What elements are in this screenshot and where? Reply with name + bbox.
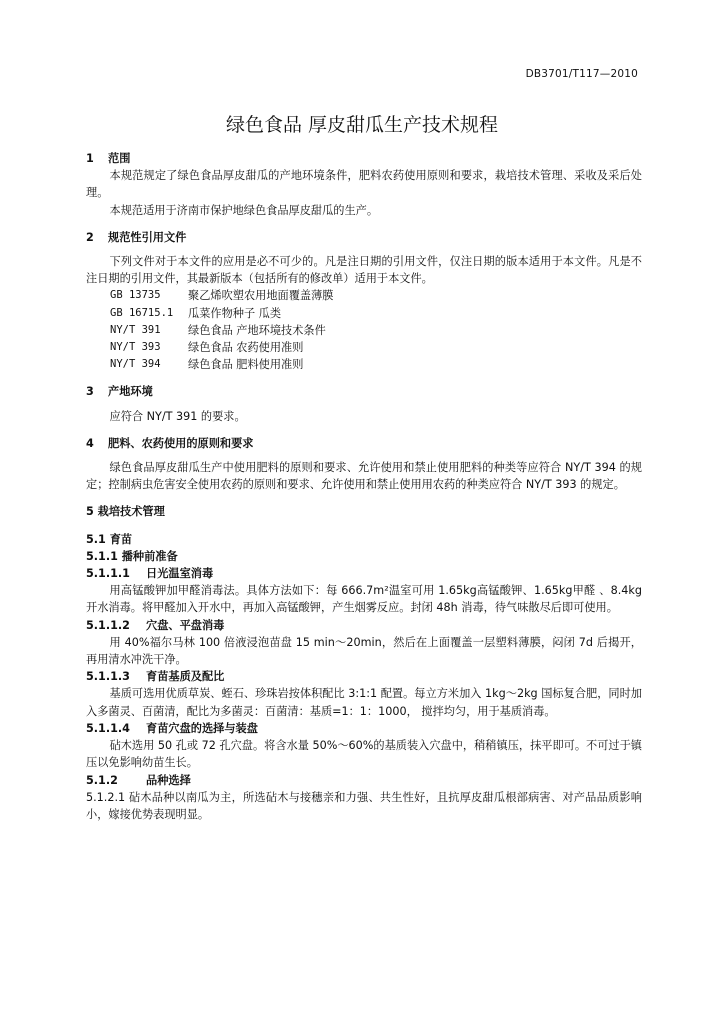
- reference-item: GB 13735 聚乙烯吹塑农用地面覆盖薄膜: [110, 289, 334, 303]
- document-body: [86, 150, 642, 823]
- reference-item: NY/T 394 绿色食品 肥料使用准则: [110, 358, 304, 372]
- subsection-heading: 5.1.1.3 育苗基质及配比: [86, 670, 225, 684]
- section-heading-5: 5 栽培技术管理: [86, 505, 165, 519]
- paragraph: 用 40%福尔马林 100 倍液浸泡苗盘 15 min～20min，然后在上面覆盖一层塑料薄膜，闷闭 7d 后揭开，再用清水冲洗干净。: [86, 635, 642, 667]
- paragraph: 本规范规定了绿色食品厚皮甜瓜的产地环境条件，肥料农药使用原则和要求，栽培技术管理、采收及采后处理。: [86, 169, 642, 200]
- reference-list: [110, 287, 642, 373]
- section-heading-3: 3 产地环境: [86, 385, 153, 399]
- paragraph: 本规范适用于济南市保护地绿色食品厚皮甜瓜的生产。: [109, 203, 379, 217]
- document-title: 绿色食品 厚皮甜瓜生产技术规程: [225, 114, 499, 136]
- paragraph: 下列文件对于本文件的应用是必不可少的。凡是注日期的引用文件，仅注日期的版本适用于本文件。凡是不注日期的引用文件，其最新版本（包括所有的修改单）适用于本文件。: [86, 255, 642, 286]
- subsection-heading: 5.1 育苗: [86, 532, 133, 546]
- subsection-heading: 5.1.1.2 穴盘、平盘消毒: [86, 618, 225, 632]
- paragraph: 砧木选用 50 孔或 72 孔穴盘。将含水量 50%～60%的基质装入穴盘中，稍稍镇压，抹平即可。不可过于镇压以免影响幼苗生长。: [86, 739, 642, 770]
- section-heading-2: 2 规范性引用文件: [86, 230, 187, 244]
- subsection-heading: 5.1.2 品种选择: [86, 773, 191, 787]
- paragraph: 用高锰酸钾加甲醛消毒法。具体方法如下：每 666.7m²温室可用 1.65kg高锰酸钾、1.65kg甲醛 、8.4kg开水消毒。将甲醛加入开水中，再加入高锰酸钾，产生烟雾反应。封闭 48h 消毒，待气味散尽后即可使用。: [86, 584, 642, 615]
- reference-item: GB 16715.1 瓜菜作物种子 瓜类: [110, 306, 282, 320]
- reference-item: NY/T 391 绿色食品 产地环境技术条件: [110, 323, 326, 337]
- section-heading-4: 4 肥料、农药使用的原则和要求: [86, 436, 254, 450]
- subsection-heading: 5.1.1 播种前准备: [86, 549, 178, 563]
- subsection-heading: 5.1.1.4 育苗穴盘的选择与装盘: [86, 721, 258, 735]
- paragraph: 基质可选用优质草炭、蛭石、珍珠岩按体积配比 3:1:1 配置。每立方米加入 1kg～2kg 国标复合肥，同时加入多菌灵、百菌清，配比为多菌灵：百菌清：基质=1：1：1000， 搅拌均匀，用于基质消毒。: [86, 687, 642, 718]
- section-heading-1: 1 范围: [86, 152, 131, 165]
- subsection-heading: 5.1.1.1 日光温室消毒: [86, 567, 214, 581]
- paragraph: 绿色食品厚皮甜瓜生产中使用肥料的原则和要求、允许使用和禁止使用肥料的种类等应符合 NY/T 394 的规定；控制病虫危害安全使用农药的原则和要求、允许使用和禁止使用用农药的种类应符合 NY/T 393 的规定。: [86, 461, 642, 492]
- standard-code: DB3701/T117—2010: [525, 68, 638, 80]
- paragraph: 应符合 NY/T 391 的要求。: [109, 409, 246, 423]
- reference-item: NY/T 393 绿色食品 农药使用准则: [110, 341, 304, 355]
- paragraph: 5.1.2.1 砧木品种以南瓜为主，所选砧木与接穗亲和力强、共生性好，且抗厚皮甜瓜根部病害、对产品品质影响小，嫁接优势表现明显。: [86, 790, 642, 821]
